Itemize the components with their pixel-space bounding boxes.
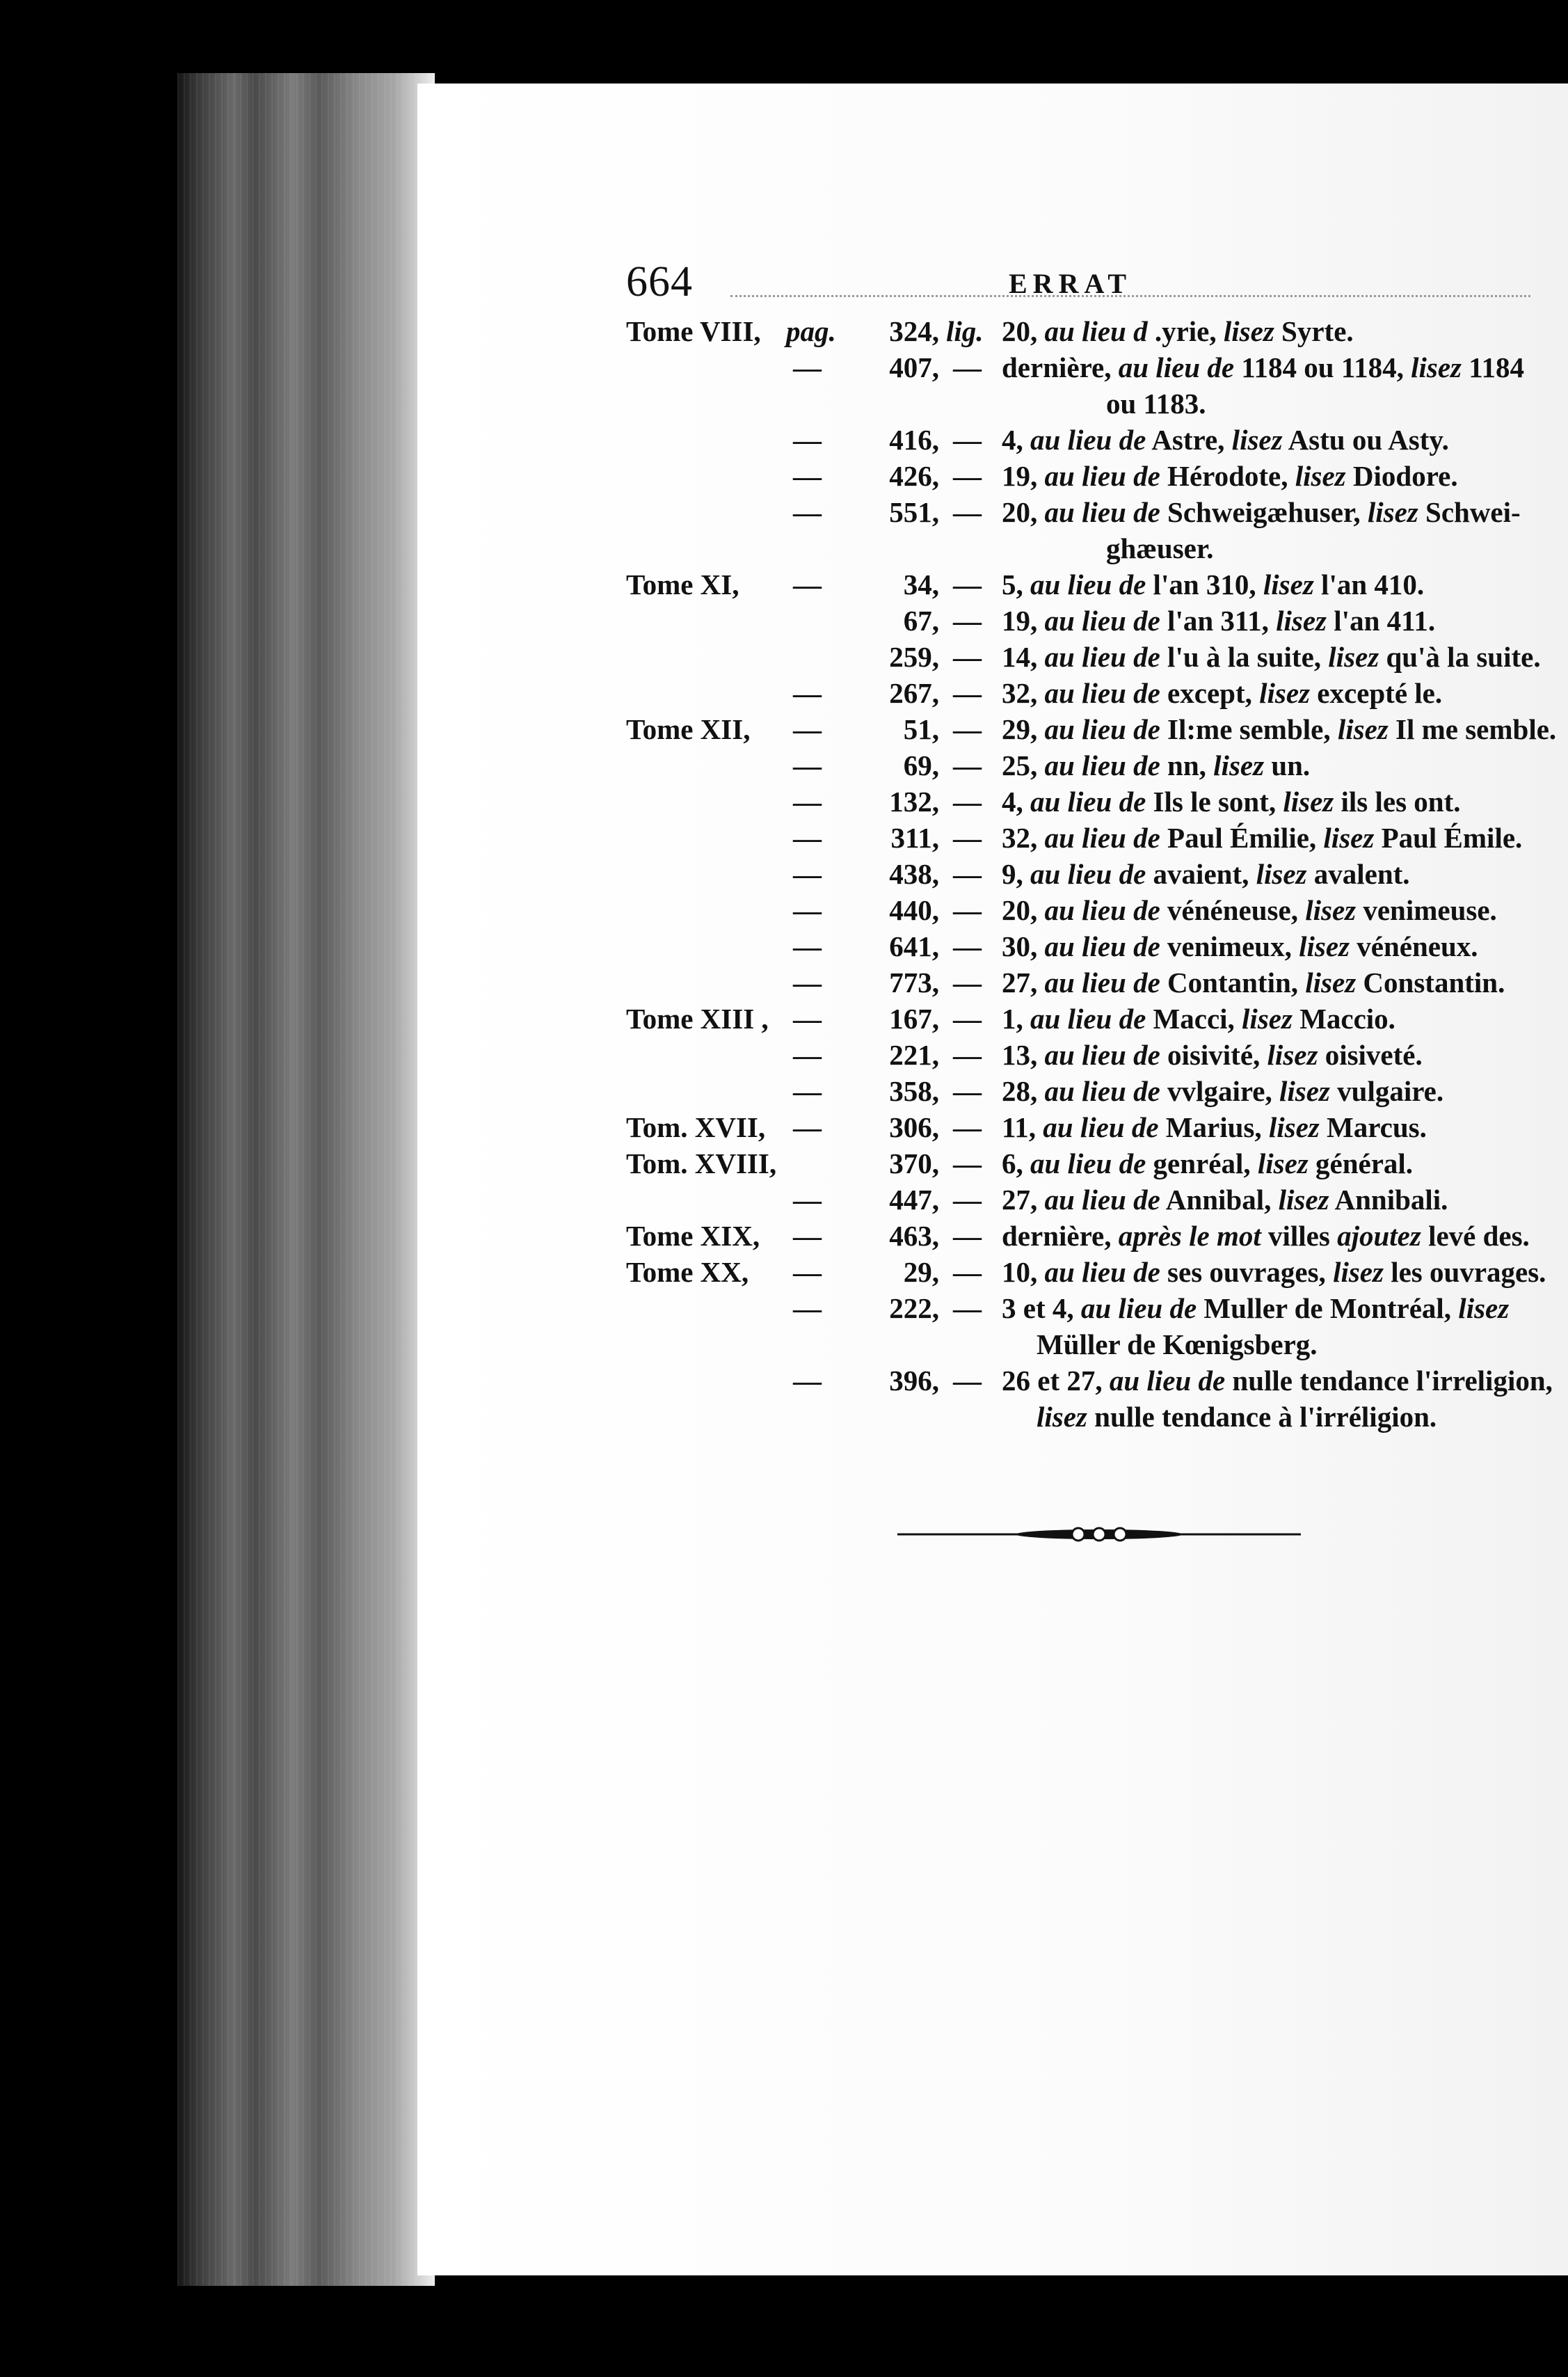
italic-keyword: au lieu de [1044, 822, 1160, 854]
page-reference: 463, [889, 1220, 939, 1252]
ditto-dash: — [953, 1039, 982, 1071]
italic-keyword: au lieu de [1044, 930, 1160, 962]
ditto-dash: — [953, 641, 982, 673]
italic-keyword: au lieu de [1044, 460, 1160, 492]
correction-text: 3 et 4, au lieu de Muller de Montréal, lisez [1002, 1292, 1510, 1324]
page-reference: 438, [889, 858, 939, 890]
italic-keyword: au lieu de [1030, 424, 1146, 456]
tome-label: Tome XII, [626, 713, 751, 745]
ditto-dash: — [953, 351, 982, 383]
correction-text: Müller de Kœnigsberg. [1037, 1328, 1318, 1360]
correction-text: 29, au lieu de Il:me semble, lisez Il me semble. [1002, 713, 1557, 745]
ditto-dash: — [793, 1220, 822, 1252]
ditto-dash: — [793, 967, 822, 999]
italic-keyword: lisez [1299, 930, 1350, 962]
ditto-dash: — [953, 605, 982, 637]
correction-text: 5, au lieu de l'an 310, lisez l'an 410. [1002, 569, 1425, 601]
errata-entry [626, 1001, 1544, 1037]
ditto-dash: — [793, 496, 822, 528]
tome-label: Tome XX, [626, 1256, 749, 1288]
italic-keyword: lisez [1333, 1256, 1384, 1288]
ditto-dash: — [793, 1365, 822, 1397]
errata-entry [626, 1109, 1544, 1145]
correction-text: 25, au lieu de nn, lisez un. [1002, 749, 1311, 781]
ditto-dash: — [953, 894, 982, 926]
ditto-dash: — [793, 424, 822, 456]
italic-keyword: lisez [1337, 713, 1389, 745]
errata-entry [626, 422, 1544, 458]
correction-text: 19, au lieu de Hérodote, lisez Diodore. [1002, 460, 1458, 492]
ditto-dash: — [953, 786, 982, 818]
italic-keyword: au lieu de [1044, 749, 1160, 781]
ditto-dash: — [953, 1256, 982, 1288]
correction-text: 4, au lieu de Astre, lisez Astu ou Asty. [1002, 424, 1449, 456]
italic-keyword: au lieu de [1030, 1147, 1146, 1179]
ditto-dash: — [793, 460, 822, 492]
ditto-dash: — [953, 1075, 982, 1107]
page-reference: 267, [889, 677, 939, 709]
italic-keyword: lisez [1323, 822, 1375, 854]
italic-keyword: lisez [1257, 1147, 1309, 1179]
page-reference: 306, [889, 1111, 939, 1143]
italic-keyword: lisez [1305, 894, 1357, 926]
italic-keyword: au lieu de [1044, 1184, 1160, 1216]
page-reference: 67, [903, 605, 939, 637]
italic-keyword: au lieu de [1044, 605, 1160, 637]
italic-keyword: au lieu de [1043, 1111, 1159, 1143]
italic-keyword: au lieu de [1044, 496, 1160, 528]
page-reference: 447, [889, 1184, 939, 1216]
correction-text: ghæuser. [1106, 532, 1214, 564]
italic-keyword: lisez [1276, 605, 1327, 637]
italic-keyword: lisez [1278, 1184, 1329, 1216]
italic-keyword: au lieu de [1044, 1075, 1160, 1107]
errata-entry [626, 458, 1544, 494]
tome-label: Tome VIII, [626, 315, 761, 347]
ditto-dash: — [793, 930, 822, 962]
page-header [626, 257, 1530, 306]
correction-text: 10, au lieu de ses ouvrages, lisez les ouvrages. [1002, 1256, 1546, 1288]
ditto-dash: — [953, 460, 982, 492]
errata-entry [626, 928, 1544, 964]
italic-keyword: au lieu de [1044, 1039, 1160, 1071]
errata-entry [626, 820, 1544, 856]
italic-keyword: lisez [1213, 749, 1265, 781]
ditto-dash: — [953, 858, 982, 890]
italic-keyword: au lieu de [1030, 1003, 1146, 1035]
ditto-dash: — [953, 1111, 982, 1143]
errata-continuation-line [626, 385, 1544, 422]
correction-text: 14, au lieu de l'u à la suite, lisez qu'à la suite. [1002, 641, 1541, 673]
errata-entry [626, 1037, 1544, 1073]
errata-entry [626, 856, 1544, 892]
page-reference: 69, [903, 749, 939, 781]
page-reference: 370, [889, 1147, 939, 1179]
correction-text: 30, au lieu de venimeux, lisez vénéneux. [1002, 930, 1478, 962]
ditto-dash: — [953, 677, 982, 709]
italic-keyword: au lieu de [1044, 713, 1160, 745]
errata-entry [626, 1254, 1544, 1290]
italic-keyword: lisez [1458, 1292, 1510, 1324]
italic-keyword: lisez [1328, 641, 1379, 673]
errata-entry [626, 349, 1544, 385]
ditto-dash: — [793, 1075, 822, 1107]
errata-entry [626, 747, 1544, 784]
page-reference: 29, [903, 1256, 939, 1288]
lig-label: lig. [946, 315, 984, 347]
errata-entry [626, 1182, 1544, 1218]
ditto-dash: — [953, 1003, 982, 1035]
ditto-dash: — [953, 1220, 982, 1252]
ditto-dash: — [953, 713, 982, 745]
italic-keyword: lisez [1367, 496, 1418, 528]
header-rule [730, 295, 1530, 297]
ditto-dash: — [793, 351, 822, 383]
page-reference: 221, [889, 1039, 939, 1071]
correction-text: dernière, au lieu de 1184 ou 1184, lisez 1184 [1002, 351, 1524, 383]
correction-text: 28, au lieu de vvlgaire, lisez vulgaire. [1002, 1075, 1444, 1107]
italic-keyword: lisez [1223, 315, 1274, 347]
italic-keyword: lisez [1259, 677, 1311, 709]
errata-entry [626, 1218, 1544, 1254]
ornament-divider [890, 1520, 1308, 1548]
italic-keyword: au lieu d [1044, 315, 1148, 347]
page-reference: 396, [889, 1365, 939, 1397]
italic-keyword: lisez [1263, 569, 1314, 601]
page-number: 664 [626, 258, 693, 305]
italic-keyword: au lieu de [1044, 641, 1160, 673]
errata-list [626, 313, 1557, 1435]
errata-entry [626, 964, 1544, 1001]
ditto-dash: — [793, 677, 822, 709]
errata-entry [626, 784, 1544, 820]
correction-text: 32, au lieu de Paul Émilie, lisez Paul Émile. [1002, 822, 1523, 854]
binding-texture [177, 73, 435, 2286]
errata-entry [626, 1145, 1544, 1182]
errata-entry [626, 1073, 1544, 1109]
ditto-dash: — [793, 1039, 822, 1071]
page-reference: 167, [889, 1003, 939, 1035]
errata-entry [626, 892, 1544, 928]
page-reference: 324, [889, 315, 939, 347]
page-reference: 34, [903, 569, 939, 601]
page-reference: 440, [889, 894, 939, 926]
errata-entry [626, 1362, 1553, 1399]
italic-keyword: lisez [1268, 1111, 1320, 1143]
tome-label: Tom. XVII, [626, 1111, 766, 1143]
correction-text: 27, au lieu de Contantin, lisez Constantin. [1002, 967, 1505, 999]
ditto-dash: — [793, 786, 822, 818]
tome-label: Tome XIX, [626, 1220, 760, 1252]
correction-text: lisez nulle tendance à l'irréligion. [1037, 1401, 1437, 1433]
errata-entry [626, 603, 1544, 639]
page-reference: 259, [889, 641, 939, 673]
italic-keyword: lisez [1231, 424, 1283, 456]
correction-text: 19, au lieu de l'an 311, lisez l'an 411. [1002, 605, 1436, 637]
correction-text: 20, au lieu d .yrie, lisez Syrte. [1002, 315, 1354, 347]
correction-text: ou 1183. [1106, 388, 1206, 420]
ditto-dash: — [953, 967, 982, 999]
ditto-dash: — [793, 713, 822, 745]
ditto-dash: — [953, 749, 982, 781]
ditto-dash: — [953, 930, 982, 962]
italic-keyword: au lieu de [1080, 1292, 1197, 1324]
italic-keyword: lisez [1242, 1003, 1293, 1035]
correction-text: 32, au lieu de except, lisez excepté le. [1002, 677, 1443, 709]
italic-keyword: au lieu de [1044, 967, 1160, 999]
ditto-dash: — [793, 569, 822, 601]
correction-text: 9, au lieu de avaient, lisez avalent. [1002, 858, 1410, 890]
pag-label: pag. [786, 315, 836, 347]
italic-keyword: lisez [1411, 351, 1462, 383]
ditto-dash: — [793, 858, 822, 890]
ditto-dash: — [793, 1111, 822, 1143]
italic-keyword: lisez [1305, 967, 1357, 999]
page-reference: 311, [890, 822, 939, 854]
errata-entry [626, 566, 1544, 603]
page-reference: 51, [903, 713, 939, 745]
italic-keyword: lisez [1256, 858, 1307, 890]
page-reference: 551, [889, 496, 939, 528]
errata-entry [626, 711, 1557, 747]
correction-text: 4, au lieu de Ils le sont, lisez ils les ont. [1002, 786, 1461, 818]
ditto-dash: — [793, 1292, 822, 1324]
page-reference: 641, [889, 930, 939, 962]
correction-text: 11, au lieu de Marius, lisez Marcus. [1002, 1111, 1427, 1143]
ditto-dash: — [953, 1292, 982, 1324]
ditto-dash: — [793, 1003, 822, 1035]
correction-text: 20, au lieu de vénéneuse, lisez venimeuse. [1002, 894, 1497, 926]
italic-keyword: au lieu de [1044, 677, 1160, 709]
errata-entry [626, 1290, 1544, 1326]
errata-entry [626, 313, 1544, 349]
tome-label: Tome XIII , [626, 1003, 769, 1035]
errata-continuation-line [626, 1326, 1544, 1362]
page-reference: 358, [889, 1075, 939, 1107]
ditto-dash: — [793, 1184, 822, 1216]
ditto-dash: — [793, 894, 822, 926]
italic-keyword: au lieu de [1044, 1256, 1160, 1288]
page-reference: 426, [889, 460, 939, 492]
page-reference: 416, [889, 424, 939, 456]
italic-keyword: lisez [1283, 786, 1334, 818]
italic-keyword: lisez [1279, 1075, 1330, 1107]
italic-keyword: au lieu de [1044, 894, 1160, 926]
correction-text: 6, au lieu de genréal, lisez général. [1002, 1147, 1414, 1179]
italic-keyword: après le mot [1118, 1220, 1261, 1252]
italic-keyword: au lieu de [1118, 351, 1235, 383]
ditto-dash: — [953, 822, 982, 854]
page-reference: 132, [889, 786, 939, 818]
errata-entry [626, 494, 1544, 530]
ditto-dash: — [953, 569, 982, 601]
italic-keyword: lisez [1295, 460, 1346, 492]
correction-text: 26 et 27, au lieu de nulle tendance l'irreligion, [1002, 1365, 1553, 1397]
italic-keyword: lisez [1037, 1401, 1087, 1433]
italic-keyword: au lieu de [1030, 858, 1146, 890]
ditto-dash: — [953, 496, 982, 528]
ditto-dash: — [793, 1256, 822, 1288]
correction-text: 20, au lieu de Schweigæhuser, lisez Schwei- [1002, 496, 1521, 528]
correction-text: 13, au lieu de oisivité, lisez oisiveté. [1002, 1039, 1423, 1071]
ditto-dash: — [953, 1147, 982, 1179]
errata-continuation-line [626, 530, 1544, 566]
ditto-dash: — [953, 1184, 982, 1216]
italic-keyword: au lieu de [1109, 1365, 1226, 1397]
correction-text: 27, au lieu de Annibal, lisez Annibali. [1002, 1184, 1448, 1216]
correction-text: 1, au lieu de Macci, lisez Maccio. [1002, 1003, 1395, 1035]
page-reference: 407, [889, 351, 939, 383]
running-title: ERRAT [1009, 268, 1133, 299]
correction-text: dernière, après le mot villes ajoutez levé des. [1002, 1220, 1530, 1252]
tome-label: Tome XI, [626, 569, 739, 601]
italic-keyword: au lieu de [1030, 786, 1146, 818]
italic-keyword: lisez [1267, 1039, 1318, 1071]
ditto-dash: — [793, 749, 822, 781]
ditto-dash: — [793, 822, 822, 854]
italic-keyword: ajoutez [1337, 1220, 1421, 1252]
page-reference: 773, [889, 967, 939, 999]
errata-entry [626, 639, 1544, 675]
page-reference: 222, [889, 1292, 939, 1324]
italic-keyword: au lieu de [1030, 569, 1146, 601]
tome-label: Tom. XVIII, [626, 1147, 777, 1179]
ditto-dash: — [953, 424, 982, 456]
errata-entry [626, 675, 1544, 711]
errata-continuation-line [626, 1399, 1544, 1435]
ditto-dash: — [953, 1365, 982, 1397]
